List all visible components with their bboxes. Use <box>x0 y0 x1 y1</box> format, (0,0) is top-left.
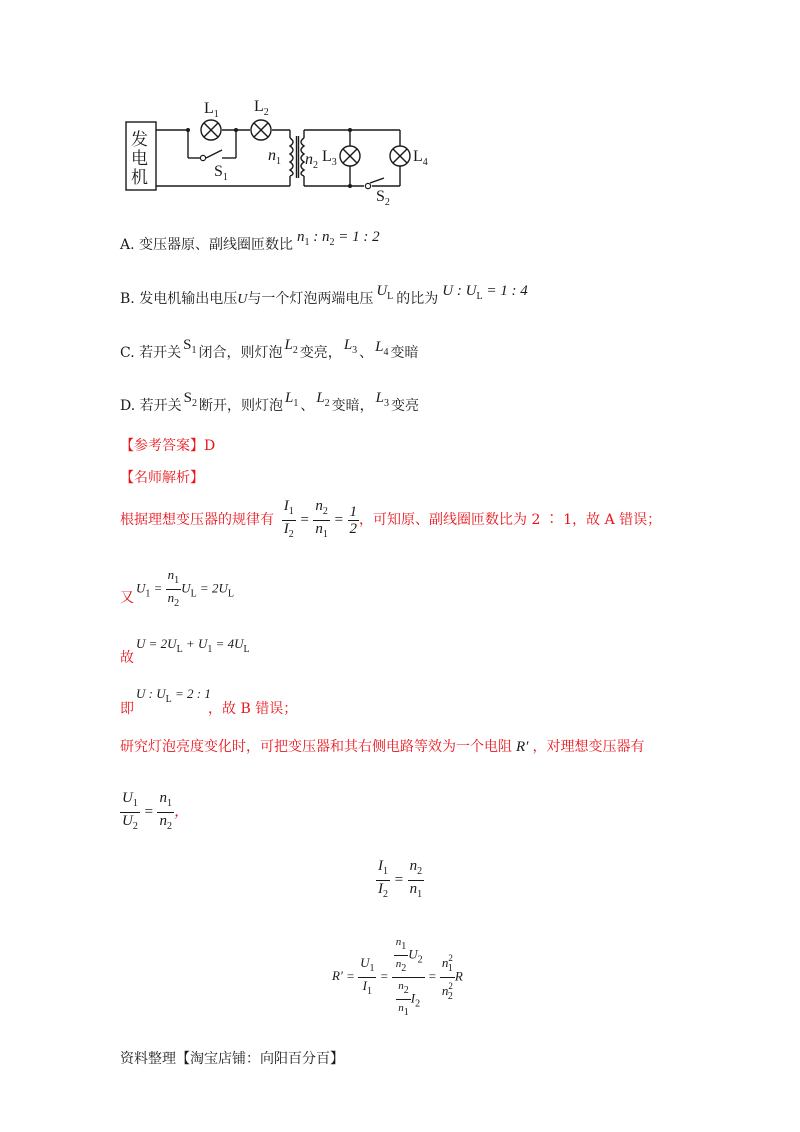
label-n1: $n_1$ <box>268 147 281 167</box>
option-b-ul: $U_L$ <box>376 283 394 302</box>
option-b-math: U : $U_L = 1$ : 4 <box>442 283 528 302</box>
option-c: C. 若开关 $S_1$ 闭合，则灯泡 $L_2$ 变亮， $L_3$ 、 $L_4$ 变暗 <box>120 337 419 361</box>
label-n2: $n_2$ <box>305 151 318 171</box>
label-ji: 即 ，故 B 错误； <box>120 701 298 717</box>
formula-r-prime: R′ = $\frac{U_1}{I_1}$ = $\frac{n1}{n2}$ $U_2$ $\frac{n2}{n1}$ $I_2$ = $\frac{n^2_1}{n^2_2}$ R <box>332 936 463 1018</box>
label-l2: $L_2$ <box>254 98 269 118</box>
analysis-line-5: 研究灯泡亮度变化时，可把变压器和其右侧电路等效为一个电阻 R′ ，对理想变压器有 <box>120 739 645 755</box>
option-a-math: $n_1$ : $n_2 = 1$ : 2 <box>297 229 380 248</box>
label-l1: $L_1$ <box>204 100 219 120</box>
label-l3: $L_3$ <box>322 148 337 168</box>
option-b: B. 发电机输出电压U与一个灯泡两端电压 $U_L$ 的比为 U : $U_L = 1$ : 4 <box>120 283 528 307</box>
lamp-l1 <box>201 120 221 140</box>
lamp-l3 <box>340 146 360 166</box>
s2-contact <box>365 183 370 188</box>
s1-contact <box>200 155 205 160</box>
reference-answer: 【参考答案】D <box>120 438 216 454</box>
label-l4: $L_4$ <box>413 148 428 168</box>
lamp-l4 <box>390 146 410 166</box>
generator-label-2: 电 <box>131 149 148 168</box>
label-s1: $S_1$ <box>214 163 228 183</box>
label-you: 又 <box>120 590 134 606</box>
formula-i-ratio-coils: $\frac{I_1}{I_2}$ = $\frac{n_2}{n_1}$ <box>378 858 423 900</box>
formula-u-ratio: U : $U_L = 2$ : 1 <box>136 686 211 705</box>
analysis-line-1: 根据理想变压器的规律有 $\frac{I_1}{I_2}$ = $\frac{n_2}{n_1}$ = $\frac{1}{2}$ ，可知原、副线圈匝数比为 2 ∶ 1，故 A 错误； <box>120 498 662 540</box>
circuit-diagram <box>118 92 448 212</box>
option-a: A. 变压器原、副线圈匝数比 $n_1$ : $n_2 = 1$ : 2 <box>120 229 380 253</box>
option-d: D. 若开关 $S_2$ 断开，则灯泡 $L_1$ 、 $L_2$ 变暗， $L_3$ 变亮 <box>120 390 420 414</box>
label-gu: 故 <box>120 650 134 666</box>
formula-u-total: $U = 2U_L + U_1 = 4U_L$ <box>136 636 250 655</box>
footer-text: 资料整理【淘宝店铺：向阳百分百】 <box>120 1051 344 1067</box>
lamp-l2 <box>251 120 271 140</box>
label-s2: $S_2$ <box>376 188 390 208</box>
generator-label-1: 发 <box>131 130 148 149</box>
analysis-label: 【名师解析】 <box>120 470 204 486</box>
formula-i-ratio: $\frac{I_1}{I_2}$ = $\frac{n_2}{n_1}$ = $\frac{1}{2}$ <box>283 498 357 540</box>
formula-u-ratio-coils: $\frac{U_1}{U_2}$ = $\frac{n_1}{n_2}$ ， <box>122 790 189 832</box>
generator-label-3: 机 <box>131 168 148 187</box>
formula-u1: $U_1$ = $\frac{n_1}{n_2}$ $U_L = 2U_L$ <box>136 567 234 609</box>
